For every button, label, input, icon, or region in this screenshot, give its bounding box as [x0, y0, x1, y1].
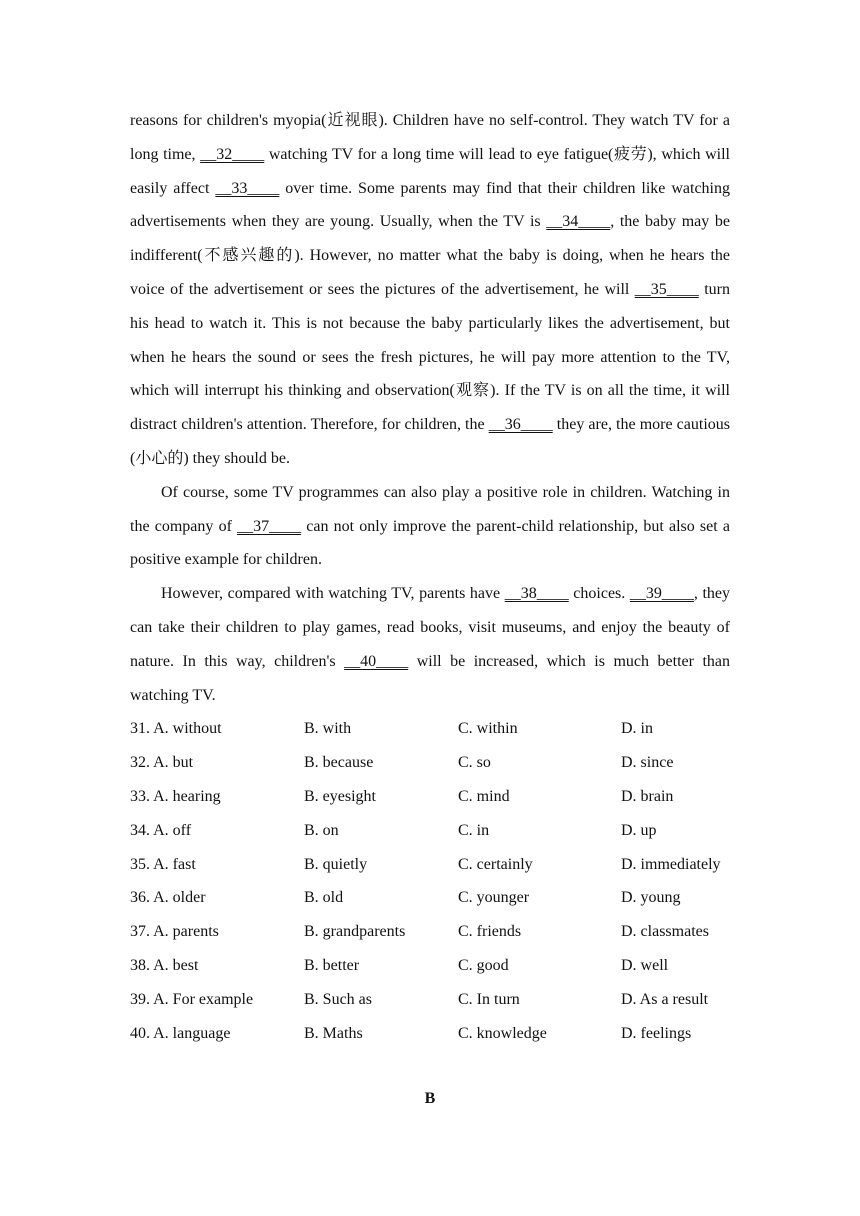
blank-38: __38____: [504, 585, 569, 603]
blank-40: __40____: [344, 652, 409, 670]
option-row-31: [130, 712, 730, 746]
option-d: D. young: [621, 889, 681, 907]
option-a: 39. A. For example: [130, 990, 254, 1008]
option-b: B. eyesight: [304, 787, 376, 805]
blank-37: __37____: [237, 517, 302, 535]
blank-32: __32____: [200, 145, 265, 163]
option-a: 37. A. parents: [130, 923, 219, 941]
option-a: 40. A. language: [130, 1024, 231, 1042]
option-d: D. brain: [621, 787, 674, 805]
passage-paragraph-3: However, compared with watching TV, parents have __38____ choices. __39____, they can take their children to play games, read books, visit museums, and enjoy the beauty of nature. In this way, children's __40____ will be increased, which is much better than watching TV.: [130, 585, 731, 704]
option-row-38: [130, 949, 730, 983]
blank-36: __36____: [488, 416, 553, 434]
option-c: C. certainly: [458, 855, 533, 873]
document-page: [130, 104, 730, 1050]
blank-39: __39____: [629, 585, 694, 603]
option-a: 31. A. without: [130, 720, 222, 738]
option-b: B. Such as: [304, 990, 372, 1008]
option-d: D. immediately: [621, 855, 721, 873]
option-b: B. grandparents: [304, 923, 406, 941]
option-row-35: [130, 848, 730, 882]
option-row-39: [130, 983, 730, 1017]
option-d: D. well: [621, 956, 669, 974]
section-heading: B: [424, 1090, 436, 1107]
option-row-32: [130, 746, 730, 780]
option-b: B. on: [304, 821, 339, 839]
option-row-34: [130, 814, 730, 848]
option-a: 32. A. but: [130, 754, 194, 772]
blank-34: __34____: [546, 213, 611, 231]
blank-33: __33____: [215, 179, 280, 197]
option-row-33: [130, 780, 730, 814]
option-a: 33. A. hearing: [130, 787, 221, 805]
option-a: 36. A. older: [130, 889, 206, 907]
option-c: C. younger: [458, 889, 530, 907]
option-b: B. Maths: [304, 1024, 363, 1042]
option-row-40: [130, 1017, 730, 1051]
option-d: D. up: [621, 821, 657, 839]
option-c: C. knowledge: [458, 1024, 547, 1042]
option-d: D. feelings: [621, 1024, 692, 1042]
passage-paragraph-2: Of course, some TV programmes can also play a positive role in children. Watching in the company of __37____ can not only improve the parent-child relationship, but also set a positive example for children.: [130, 483, 730, 569]
option-row-37: [130, 915, 730, 949]
option-c: C. good: [458, 956, 509, 974]
option-c: C. friends: [458, 923, 522, 941]
option-d: D. in: [621, 720, 653, 738]
option-c: C. so: [458, 754, 491, 772]
blank-35: __35____: [634, 280, 699, 298]
option-row-36: [130, 881, 730, 915]
option-b: B. better: [304, 956, 360, 974]
option-d: D. classmates: [621, 923, 709, 941]
option-d: D. since: [621, 754, 674, 772]
option-a: 34. A. off: [130, 821, 192, 839]
option-d: D. As a result: [621, 990, 709, 1008]
option-b: B. with: [304, 720, 352, 738]
option-a: 35. A. fast: [130, 855, 196, 873]
option-b: B. because: [304, 754, 374, 772]
passage-paragraph-1: reasons for children's myopia(近视眼). Children have no self-control. They watch TV for a long time, __32____ watching TV for a long time will lead to eye fatigue(疲劳), which will easily affect __33____ over time. Some parents may find that their children like watching advertisements when they are young. Usually, when the TV is __34____, the baby may be indifferent(不感兴趣的). However, no matter what the baby is doing, when he hears the voice of the advertisement or sees the pictures of the advertisement, he will __35____ turn his head to watch it. This is not because the baby particularly likes the advertisement, but when he hears the sound or sees the fresh pictures, he will pay more attention to the TV, which will interrupt his thinking and observation(观察). If the TV is on all the time, it will distract children's attention. Therefore, for children, the __36____ they are, the more cautious (小心的) they should be.: [130, 112, 730, 467]
option-a: 38. A. best: [130, 956, 199, 974]
option-c: C. within: [458, 720, 518, 738]
option-c: C. in: [458, 821, 490, 839]
option-b: B. quietly: [304, 855, 368, 873]
option-b: B. old: [304, 889, 344, 907]
options-list: [130, 712, 730, 1050]
option-c: C. mind: [458, 787, 510, 805]
option-c: C. In turn: [458, 990, 520, 1008]
